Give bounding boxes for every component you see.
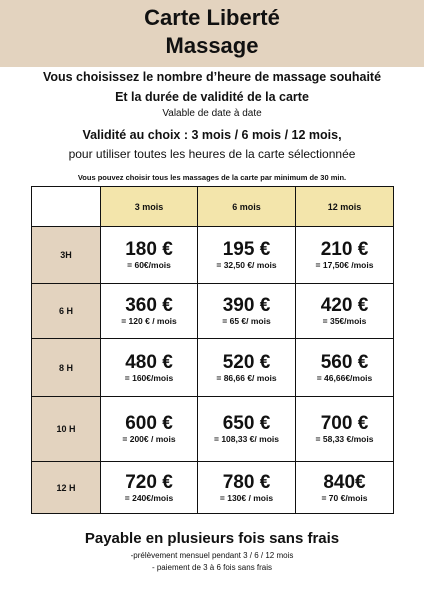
- intro-line-2: Et la durée de validité de la carte: [115, 90, 309, 104]
- validity-options: Validité au choix : 3 mois / 6 mois / 12 mois,: [82, 128, 342, 142]
- price-cell: [296, 397, 394, 462]
- title-banner: [0, 0, 424, 67]
- monthly-amount: = 60€/mois: [127, 260, 171, 270]
- duration-cell: 12 H: [32, 462, 101, 514]
- price-cell: [296, 227, 394, 284]
- price-cell: [101, 339, 198, 397]
- table-row: [32, 462, 394, 514]
- payment-note-monthly: -prélèvement mensuel pendant 3 / 6 / 12 mois: [130, 551, 294, 560]
- validity-dates-note: Valable de date à date: [162, 108, 262, 119]
- duration-cell: 8 H: [32, 339, 101, 397]
- table-row: [32, 339, 394, 397]
- column-header: 6 mois: [198, 187, 296, 227]
- minimum-duration-note: Vous pouvez choisir tous les massages de la carte par minimum de 30 min.: [77, 173, 347, 182]
- price-cell: [198, 339, 296, 397]
- table-header-row: [32, 187, 394, 227]
- duration-cell: 3H: [32, 227, 101, 284]
- table-row: [32, 284, 394, 339]
- price-value: 210 €: [320, 239, 369, 260]
- price-cell: [101, 284, 198, 339]
- price-value: 520 €: [222, 351, 271, 373]
- monthly-amount: = 46,66€/mois: [316, 372, 373, 383]
- price-table: [31, 186, 394, 514]
- monthly-amount: = 86,66 €/ mois: [216, 372, 277, 383]
- price-cell: [101, 462, 198, 514]
- price-value: 390 €: [222, 295, 271, 316]
- monthly-amount: = 240€/mois: [124, 492, 174, 503]
- price-value: 360 €: [125, 295, 173, 316]
- monthly-amount: = 70 €/mois: [321, 492, 368, 503]
- price-cell: [198, 397, 296, 462]
- column-header: 3 mois: [101, 187, 198, 227]
- monthly-amount: = 108,33 €/ mois: [214, 434, 279, 444]
- price-cell: [296, 284, 394, 339]
- table-row: [32, 397, 394, 462]
- title-line-2: Massage: [165, 33, 259, 58]
- price-value: 650 €: [222, 413, 271, 434]
- price-value: 480 €: [125, 351, 173, 373]
- price-value: 180 €: [125, 239, 173, 260]
- column-header: 12 mois: [296, 187, 394, 227]
- duration-cell: 6 H: [32, 284, 101, 339]
- price-value: 195 €: [222, 239, 271, 260]
- price-value: 720 €: [125, 471, 173, 493]
- price-cell: [101, 227, 198, 284]
- usage-note: pour utiliser toutes les heures de la carte sélectionnée: [68, 147, 356, 161]
- intro-line-1: Vous choisissez le nombre d’heure de massage souhaité: [42, 70, 382, 84]
- price-cell: [198, 462, 296, 514]
- duration-cell: 10 H: [32, 397, 101, 462]
- monthly-amount: = 65 €/ mois: [222, 316, 271, 326]
- price-cell: [198, 227, 296, 284]
- price-value: 840€: [323, 471, 366, 493]
- monthly-amount: = 58,33 €/mois: [315, 434, 374, 444]
- payment-heading: Payable en plusieurs fois sans frais: [84, 530, 340, 547]
- price-value: 560 €: [320, 351, 369, 373]
- price-cell: [296, 339, 394, 397]
- table-corner-cell: [32, 187, 101, 227]
- monthly-amount: = 17,50€ /mois: [315, 260, 374, 270]
- monthly-amount: = 120 € / mois: [121, 316, 177, 326]
- price-value: 420 €: [320, 295, 369, 316]
- monthly-amount: = 200€ / mois: [122, 434, 176, 444]
- price-value: 700 €: [320, 413, 369, 434]
- monthly-amount: = 160€/mois: [124, 372, 174, 383]
- payment-note-installments: - paiement de 3 à 6 fois sans frais: [151, 563, 273, 572]
- price-cell: [296, 462, 394, 514]
- price-value: 600 €: [125, 413, 173, 434]
- title-line-1: Carte Liberté: [144, 5, 280, 30]
- monthly-amount: = 32,50 €/ mois: [216, 260, 277, 270]
- price-value: 780 €: [222, 471, 271, 493]
- monthly-amount: = 130€ / mois: [219, 492, 274, 503]
- price-cell: [101, 397, 198, 462]
- price-cell: [198, 284, 296, 339]
- table-row: [32, 227, 394, 284]
- monthly-amount: = 35€/mois: [322, 316, 367, 326]
